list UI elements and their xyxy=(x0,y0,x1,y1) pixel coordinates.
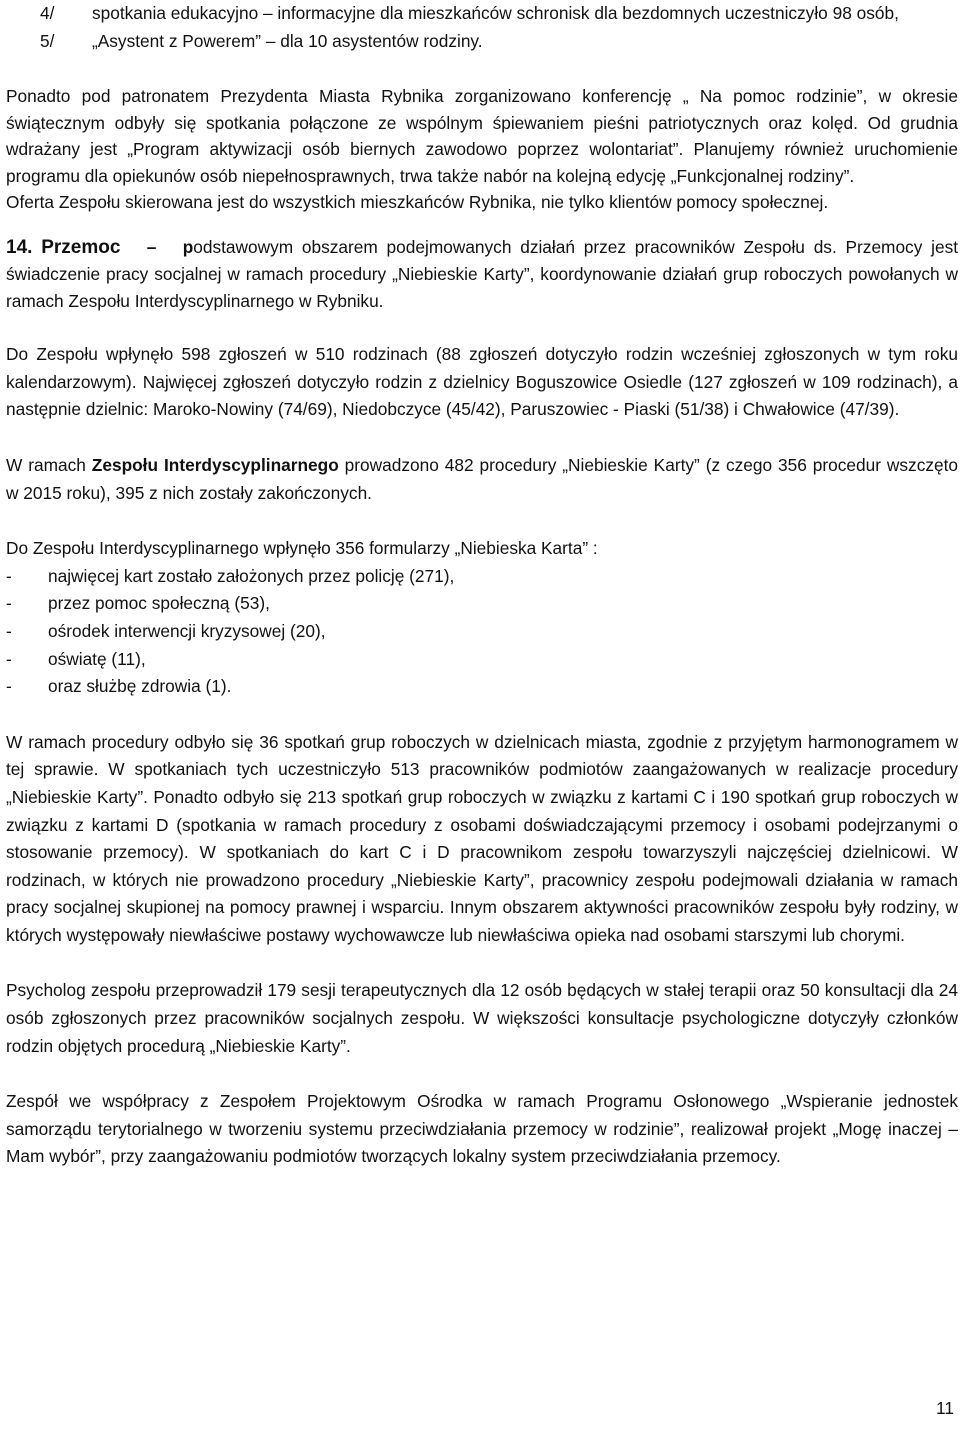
list-item: - przez pomoc społeczną (53), xyxy=(6,590,958,618)
paragraph-cooperation: Zespół we współpracy z Zespołem Projektowym Ośrodka w ramach Programu Osłonowego „Wspieranie jednostek samorządu terytorialnego w tworzeniu systemu przeciwdziałania przemocy w rodzinie”, realizował projekt „Mogę inaczej – Mam wybór”, przy zaangażowaniu podmiotów tworzących lokalny system przeciwdziałania przemocy. xyxy=(6,1091,958,1167)
section-number: 14. xyxy=(6,236,33,258)
list-text: „Asystent z Powerem” – dla 10 asystentów rodziny. xyxy=(92,30,483,51)
paragraph-procedures-bold: Zespołu Interdyscyplinarnego xyxy=(91,454,339,475)
section-title: Przemoc xyxy=(41,236,121,258)
dash-list xyxy=(6,563,958,701)
list-item: - najwięcej kart zostało założonych przez policję (271), xyxy=(6,563,958,591)
list-item: - oraz służbę zdrowia (1). xyxy=(6,673,958,701)
paragraph-offer: Oferta Zespołu skierowana jest do wszystkich mieszkańców Rybnika, nie tylko klientów pomocy społecznej. xyxy=(6,192,829,213)
list-text: ośrodek interwencji kryzysowej (20), xyxy=(48,620,326,641)
page-number: 11 xyxy=(936,1398,954,1418)
list-item: - oświatę (11), xyxy=(6,646,958,674)
list-text: oświatę (11), xyxy=(48,648,146,669)
paragraph-reports: Do Zespołu wpłynęło 598 zgłoszeń w 510 rodzinach (88 zgłoszeń dotyczyło rodzin wcześniej zgłoszonych w tym roku kalendarzowym). Najwięcej zgłoszeń dotyczyło rodzin z dzielnicy Boguszowice Osiedle (127 zgłoszeń w 109 rodzinach), a następnie dzielnic: Maroko-Nowiny (74/69), Niedobczyce (45/42), Paruszowiec - Piaski (51/38) i Chwałowice (47/39). xyxy=(6,344,958,420)
list-text: oraz służbę zdrowia (1). xyxy=(48,676,232,697)
list-item xyxy=(40,0,958,28)
list-text: spotkania edukacyjno – informacyjne dla mieszkańców schronisk dla bezdomnych uczestniczyło 98 osób, xyxy=(92,3,899,23)
paragraph-working-groups: W ramach procedury odbyło się 36 spotkań grup roboczych w dzielnicach miasta, zgodnie z przyjętym harmonogramem w tej sprawie. W spotkaniach tych uczestniczyło 513 pracowników podmiotów zaangażowanych w realizacje procedury „Niebieskie Karty”. Ponadto odbyło się 213 spotkań grup roboczych w związku z kartami C i 190 spotkań grup roboczych w związku z kartami D (spotkania w ramach procedury z osobami doświadczającymi przemocy i osobami podejrzanymi o stosowanie przemocy). W spotkaniach do kart C i D pracownikom zespołu towarzyszyli najczęściej dzielnicowi. W rodzinach, w których nie prowadzono procedury „Niebieskie Karty”, pracownicy zespołu podejmowali działania w ramach pracy socjalnej skupionej na pomocy prawnej i wsparciu. Innym obszarem aktywności pracowników zespołu były rodziny, w których występowały niewłaściwe postawy wychowawcze lub niewłaściwa opieka nad osobami starszymi lub chorymi. xyxy=(6,731,958,945)
paragraph-procedures xyxy=(6,452,958,507)
paragraph-conference: Ponadto pod patronatem Prezydenta Miasta Rybnika zorganizowano konferencję „ Na pomoc rodzinie”, w okresie świątecznym odbyły się spotkania połączone ze wspólnym śpiewaniem pieśni patriotycznych oraz kolęd. Od grudnia wdrażany jest „Program aktywizacji osób biernych zawodowo poprzez wolontariat”. Planujemy również uruchomienie programu dla opiekunów osób niepełnosprawnych, trwa także nabór na kolejną edycję „Funkcjonalnej rodziny”. xyxy=(6,86,958,186)
section-text: odstawowym obszarem podejmowanych działań przez pracowników Zespołu ds. Przemocy jest świadczenie pracy socjalnej w ramach procedury „Niebieskie Karty”, koordynowanie działań grup roboczych powołanych w ramach Zespołu Interdyscyplinarnego w Rybniku. xyxy=(6,236,959,311)
section-lead-letter: p xyxy=(182,236,194,257)
section-14 xyxy=(6,234,958,315)
list-number: 4/ xyxy=(40,3,55,23)
paragraph-procedures-before: W ramach xyxy=(6,454,92,475)
section-dash: – xyxy=(146,236,157,257)
list-text: przez pomoc społeczną (53), xyxy=(48,593,270,614)
list-number: 5/ xyxy=(40,30,55,51)
list-item: - ośrodek interwencji kryzysowej (20), xyxy=(6,618,958,646)
list-item xyxy=(40,28,958,56)
paragraph-psychologist: Psycholog zespołu przeprowadził 179 sesji terapeutycznych dla 12 osób będących w stałej terapii oraz 50 konsultacji dla 24 osób zgłoszonych przez pracowników socjalnych zespołu. W większości konsultacje psychologiczne dotyczyły członków rodzin objętych procedurą „Niebieskie Karty”. xyxy=(6,980,958,1056)
list-text: najwięcej kart zostało założonych przez policję (271), xyxy=(48,565,455,586)
document-page xyxy=(6,0,958,1171)
paragraph-procedures-after: prowadzono 482 procedury „Niebieskie Karty” (z czego 356 procedur wszczęto w 2015 roku), 395 z nich zostały zakończonych. xyxy=(6,454,959,503)
numbered-list xyxy=(6,0,958,55)
paragraph-forms: Do Zespołu Interdyscyplinarnego wpłynęło 356 formularzy „Niebieska Karta” : xyxy=(6,538,598,559)
